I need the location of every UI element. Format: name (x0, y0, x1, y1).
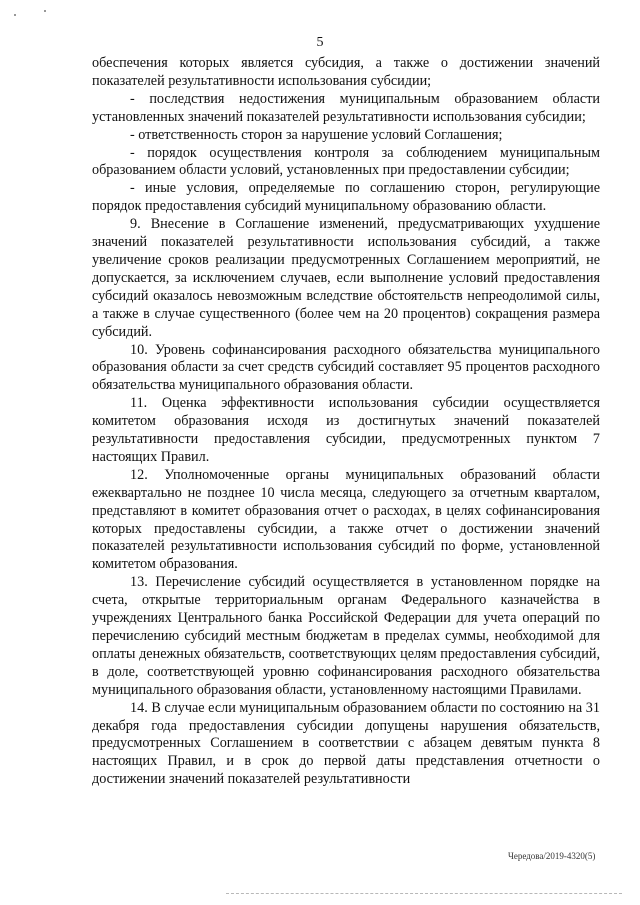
paragraph: 12. Уполномоченные органы муниципальных образований области ежеквартально не позднее 10 числа месяца, следующего за отчетным кварталом, представляют в комитет образования отчет о расходах, в целях софинансирования которых предоставлены субсидии, а также отчет о достижении значений показателей результативности использования субсидий по форме, установленной комитетом образования. (92, 466, 600, 573)
paragraph: 13. Перечисление субсидий осуществляется в установленном порядке на счета, открытые территориальным органам Федерального казначейства в учреждениях Центрального банка Российской Федерации для учета операций по перечислению субсидий местным бюджетам в пределах суммы, необходимой для оплаты денежных обязательств, соответствующих целям предоставления субсидий, в доле, соответствующей уровню софинансирования расходного обязательства муниципального образования области, установленному настоящими Правилами. (92, 574, 600, 698)
document-body (92, 55, 600, 789)
paragraph: обеспечения которых является субсидия, а также о достижении значений показателей результативности использования субсидии; (92, 55, 600, 89)
scan-speck (14, 14, 16, 16)
document-code: Чередова/2019-4320(5) (508, 851, 596, 861)
paragraph: 9. Внесение в Соглашение изменений, предусматривающих ухудшение значений показателей результативности использования субсидий, а также увеличение сроков реализации предусмотренных Соглашением мероприятий, не допускается, за исключением случаев, если выполнение условий предоставления субсидий оказалось невозможным вследствие обстоятельств непреодолимой силы, а также в случае существенного (более чем на 20 процентов) сокращения размера субсидий. (92, 216, 600, 340)
scan-speck (44, 10, 46, 12)
paragraph: 14. В случае если муниципальным образованием области по состоянию на 31 декабря года предоставления субсидии допущены нарушения обязательств, предусмотренных Соглашением в соответствии с абзацем девятым пункта 8 настоящих Правил, и в срок до первой даты представления отчетности о достижении значений показателей результативности (92, 699, 600, 788)
bottom-divider (226, 893, 622, 894)
paragraph: 11. Оценка эффективности использования субсидии осуществляется комитетом образования исходя из достигнутых значений показателей результативности предоставления субсидии, предусмотренных пунктом 7 настоящих Правил. (92, 395, 600, 465)
paragraph: - ответственность сторон за нарушение условий Соглашения; (130, 126, 503, 143)
paragraph: 10. Уровень софинансирования расходного обязательства муниципального образования области за счет средств субсидий составляет 95 процентов расходного обязательства муниципального образования области. (92, 341, 600, 394)
page-number: 5 (316, 35, 324, 50)
paragraph: - последствия недостижения муниципальным образованием области установленных значений показателей результативности использования субсидии; (92, 90, 600, 125)
paragraph: - порядок осуществления контроля за соблюдением муниципальным образованием области условий, установленных при предоставлении субсидии; (92, 144, 600, 179)
paragraph: - иные условия, определяемые по соглашению сторон, регулирующие порядок предоставления субсидий муниципальному образованию области. (92, 180, 600, 215)
